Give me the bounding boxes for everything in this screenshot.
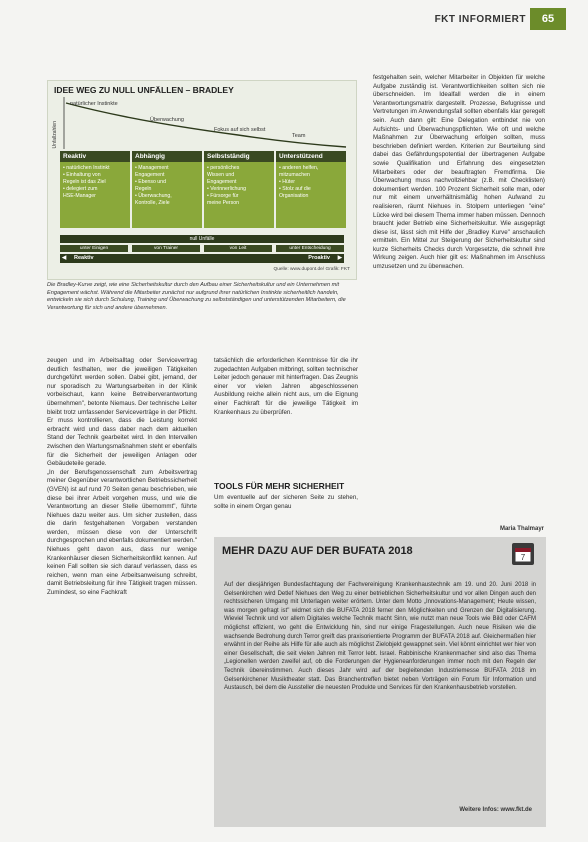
stage-item: Organisation	[279, 193, 309, 199]
stage-item: Regeln	[135, 186, 152, 192]
stage-item: mitzumachen	[279, 172, 310, 178]
stage-item: • Ebenso und	[135, 179, 166, 185]
stage-title: Reaktiv	[60, 151, 130, 162]
stage-unterstuetzend	[276, 151, 346, 231]
subheading: TOOLS FÜR MEHR SICHERHEIT	[214, 481, 345, 491]
svg-text:7: 7	[520, 553, 526, 562]
stage-item: • Überwachung,	[135, 193, 172, 199]
author: Maria Thalmayr	[499, 526, 544, 532]
stage-item: • persönliches	[207, 165, 240, 171]
figure-y-axis: Unfallzahlen	[52, 121, 58, 149]
reactive-proactive-arrow	[60, 254, 344, 263]
article-column-3: festgehalten sein, welcher Mitarbeiter in Objekten für welche Aufgabe zuständig ist. Verantwortlichkeiten sollten sich nie überschneiden. Im Idealfall werden die in einem Verantwortungsmatrix dargestellt. Prozesse, Befugnisse und Vertretungen im Anwendungsfall sollten ebenfalls klar geregelt sein. Auch dann gilt: Eine Delegation entbindet nie von Aufsichts- und Überwachungspflichten. Wie oft und welche Maßnahmen zur Überwachung erfolgen sollten, muss beschrieben definiert werden. Kriterien zur Beurteilung sind dabei das Gefährdungspotential der übertragenen Aufgabe sowie Qualifikation und Erfahrung des eingesetzten Mitarbeiters oder der beauftragten Fremdfirma. Die Überwachung muss nachvollziehbar (z.B. mit Checklisten) dokumentiert werden. 100 Prozent Sicherheit solle man, oder nur mit einem unverhältnismäßig hohen Aufwand zu realisieren, räumt Niehues in. Stolpern unterliegen "eine" Lücke wird bei diesem Thema immer haben müssen. Dennoch braucht jeder Betrieb eine Sicherheitskultur. Wie ausgeprägt diese ist, lässt sich mit Hilfe der „Bradley Kurve" anschaulich ermitteln. Ein Mittel zur Steigerung der Sicherheitskultur sind kurze Sicherheits Checks durch Vorgesetzte, die schnell ihre Wirkung zeigen. Auch hier gilt es: Maßnahmen im Anschluss umzusetzen und zu überwachen.	[373, 74, 545, 271]
stage-pill: unter Entscheidung	[276, 245, 344, 252]
stage-item: • Verinnerlichung	[207, 186, 247, 192]
paragraph: zeugen und im Arbeitsalltag oder Servicevertrag deutlich festhalten, wer die jeweiligen Tätigkeiten durchgeführt werden sollen. Dabei gibt, jemand, der nur sporadisch zu Wartungsarbeiten in der Klinik vorbeischaut, kann keine Betreiberverantwortung übernehmen", betonte Niemaus. Der technische Leiter bleibt trotz umfassender Serviceverträge in der Pflicht. Er muss kontrollieren, dass die Leistung korrekt erbracht wird und dass daber nach dem aktuellen Stand der Technik gearbeitet wird. In den Intervallen zwischen den Wartungsmaßnahmen steht er ebenfalls für die Sicherheit der jeweiligen Anlagen oder Gebäudeteile gerade.	[47, 357, 197, 468]
stage-item: Kontrolle, Ziele	[135, 200, 170, 206]
paragraph: „In der Berufsgenossenschaft zum Arbeitsvertrag meiner Gegenüber verantwortlichen Betriebssicherheit (GVEN) ist auf rund 70 Seiten genau beschrieben, wie diese bei ihrer Arbeit vorgehen muss, und wie die Verantwortung an dieser Stelle übernommt", führte Niehues dazu weiter aus. Um sicher zustellen, dass die darin festgehaltenen Vorgaben verstanden werden, müssen diese von der Unterschrift durchgesprochen und ebenfalls dokumentiert werden." Niehues geht davon aus, dass nur wenige Krankenhäuser diesen Sicherheitskonflikt kennen. Auf keinen Fall sollten sie sich darauf verlassen, dass es reichen, wenn man eine Arbeitsanweisung schreibt, damit Betriebsleitung für ihre Tätigkeit tragen müssen. Zumindest, so eine Fachkraft	[47, 468, 197, 597]
curve-label-2: Überwachung	[150, 117, 184, 123]
stage-pill: von Leit	[204, 245, 272, 252]
stage-pill: unter Einigen	[60, 245, 128, 252]
stage-item: Engagement	[207, 179, 237, 185]
stage-item: • anderen helfen,	[279, 165, 319, 171]
stage-item: • delegiert zum	[63, 186, 98, 192]
stage-item: • Hüter	[279, 179, 295, 185]
stage-item: • natürlichen Instinkt	[63, 165, 110, 171]
article-column-1	[47, 357, 197, 598]
bufata-info-box	[214, 537, 546, 827]
null-accidents-bar: null Unfälle	[60, 235, 344, 243]
curve-label-1: natürlicher Instinkte	[70, 101, 118, 107]
section-header: FKT INFORMIERT	[434, 14, 526, 25]
stage-item: Wissen und	[207, 172, 235, 178]
arrow-left-icon: ◀	[62, 255, 67, 261]
stage-item: HSE-Manager	[63, 193, 96, 199]
arrow-right-label: Proaktiv	[308, 255, 330, 261]
figure-caption: Die Bradley-Kurve zeigt, wie eine Sicherheitskultur durch den Aufbau einer Sicherheitskultur und ein Unternehmen mit Engagement wächst. Während die Mitarbeiter zunächst nur aufgrund ihrer natürlichen Instinkte sicherheitlich handeln, entwickeln sie sich durch Schulung, Training und Überwachung zu selbstständigen und unterstützenden Mitarbeitern, die Verantwortung für sich und andere übernehmen.	[47, 282, 346, 311]
article-column-2b: Um eventuelle auf der sicheren Seite zu stehen, sollte in einem Organ genau	[214, 494, 358, 510]
page-number: 65	[530, 8, 566, 30]
stage-title: Unterstützend	[276, 151, 346, 162]
curve-label-3: Fokus auf sich selbst	[214, 127, 266, 133]
stage-abhaengig	[132, 151, 202, 231]
stage-title: Abhängig	[132, 151, 202, 162]
box-title: MEHR DAZU AUF DER BUFATA 2018	[222, 545, 413, 557]
stage-item: • Einhaltung von	[63, 172, 101, 178]
arrow-right-icon: ▶	[337, 255, 342, 261]
stage-item: Regeln ist das Ziel	[63, 179, 106, 185]
box-footer: Weitere Infos: www.fkt.de	[459, 807, 532, 813]
figure-source: Quelle: www.dupont.de/ Grafik: FKT	[273, 267, 350, 272]
box-text: Auf der diesjährigen Bundesfachtagung der Fachvereinigung Krankenhaustechnik am 19. und 20. Juni 2018 in Gelsenkirchen wird Detlef Niehues den Weg zu einer betrieblichen Sicherheitskultur und vor allen Dingen auch den rechtssicheren Umgang mit Unterlagen weiter erörtern. Unter dem Motto „Innovations-Management; Heute wissen, was morgen gefragt ist" widmet sich die BUFATA 2018 ferner den Möglichkeiten und Grenzen der Digitalisierung. Wieviel Technik und vor allem Digitales welche Technik macht Sinn, wie nutzt man neue Tools wie Bild oder CAFM möglichst effizient, wo geht die Entwicklung hin, sind nur einige Fragestellungen. Auch neue Risiken wie die wachsende Bedrohung durch Terror greift das praxisorientierte Programm der BUFATA 2018 auf. Gleichermaßen hier erwähnt in der Reihe als Hilfe für alle auch als möglichst Zielobjekt gewappnet sein. Viel könnt einrichtet wer hier von einer Gesellschaft, die seit vielen Jahren mit Terror lebt. Israel. Rabbinische Krankenmacher sind also das Thema „Legionellen werden zweifel auf, ob die Forderungen der Hygieneanforderungen immer noch mit den Regeln der Technik übereinstimmen. Auch dieses Jahr wird auf der begleitenden Industriemesse BUFATA 2018 im Gelsenkirchener Musiktheater statt. Das Branchentreffen bietet neben Vorträgen ein Forum für Information und Austausch, bei dem die Aussteller die neuesten Produkte und Services für den Krankenhausbetrieb vorstellen.	[224, 582, 536, 692]
stage-selbststaendig	[204, 151, 274, 231]
stage-item: meine Person	[207, 200, 240, 206]
figure-title: IDEE WEG ZU NULL UNFÄLLEN – BRADLEY	[54, 85, 234, 95]
stage-reaktiv	[60, 151, 130, 231]
article-column-2: tatsächlich die erforderlichen Kenntnisse für die ihr zugedachten Aufgaben mitbringt, sollten technischer Leiter jedoch genauer mit hinterfragen. Das Zeugnis einer vor vielen Jahren abgeschlossenen Ausbildung reiche allein nicht aus, um die Eignung einer Fachkraft für die jeweilige Tätigkeit im Krankenhaus zu überprüfen.	[214, 357, 358, 416]
stage-title: Selbstständig	[204, 151, 274, 162]
stage-item: • Stolz auf die	[279, 186, 311, 192]
stage-pill: von Trainer	[132, 245, 200, 252]
calendar-icon	[512, 543, 534, 565]
stage-item: • Fürsorge für	[207, 193, 239, 199]
stage-item: • Management	[135, 165, 169, 171]
arrow-left-label: Reaktiv	[74, 255, 94, 261]
curve-label-4: Team	[292, 133, 306, 139]
stage-item: Engagement	[135, 172, 165, 178]
bradley-figure	[47, 80, 357, 280]
